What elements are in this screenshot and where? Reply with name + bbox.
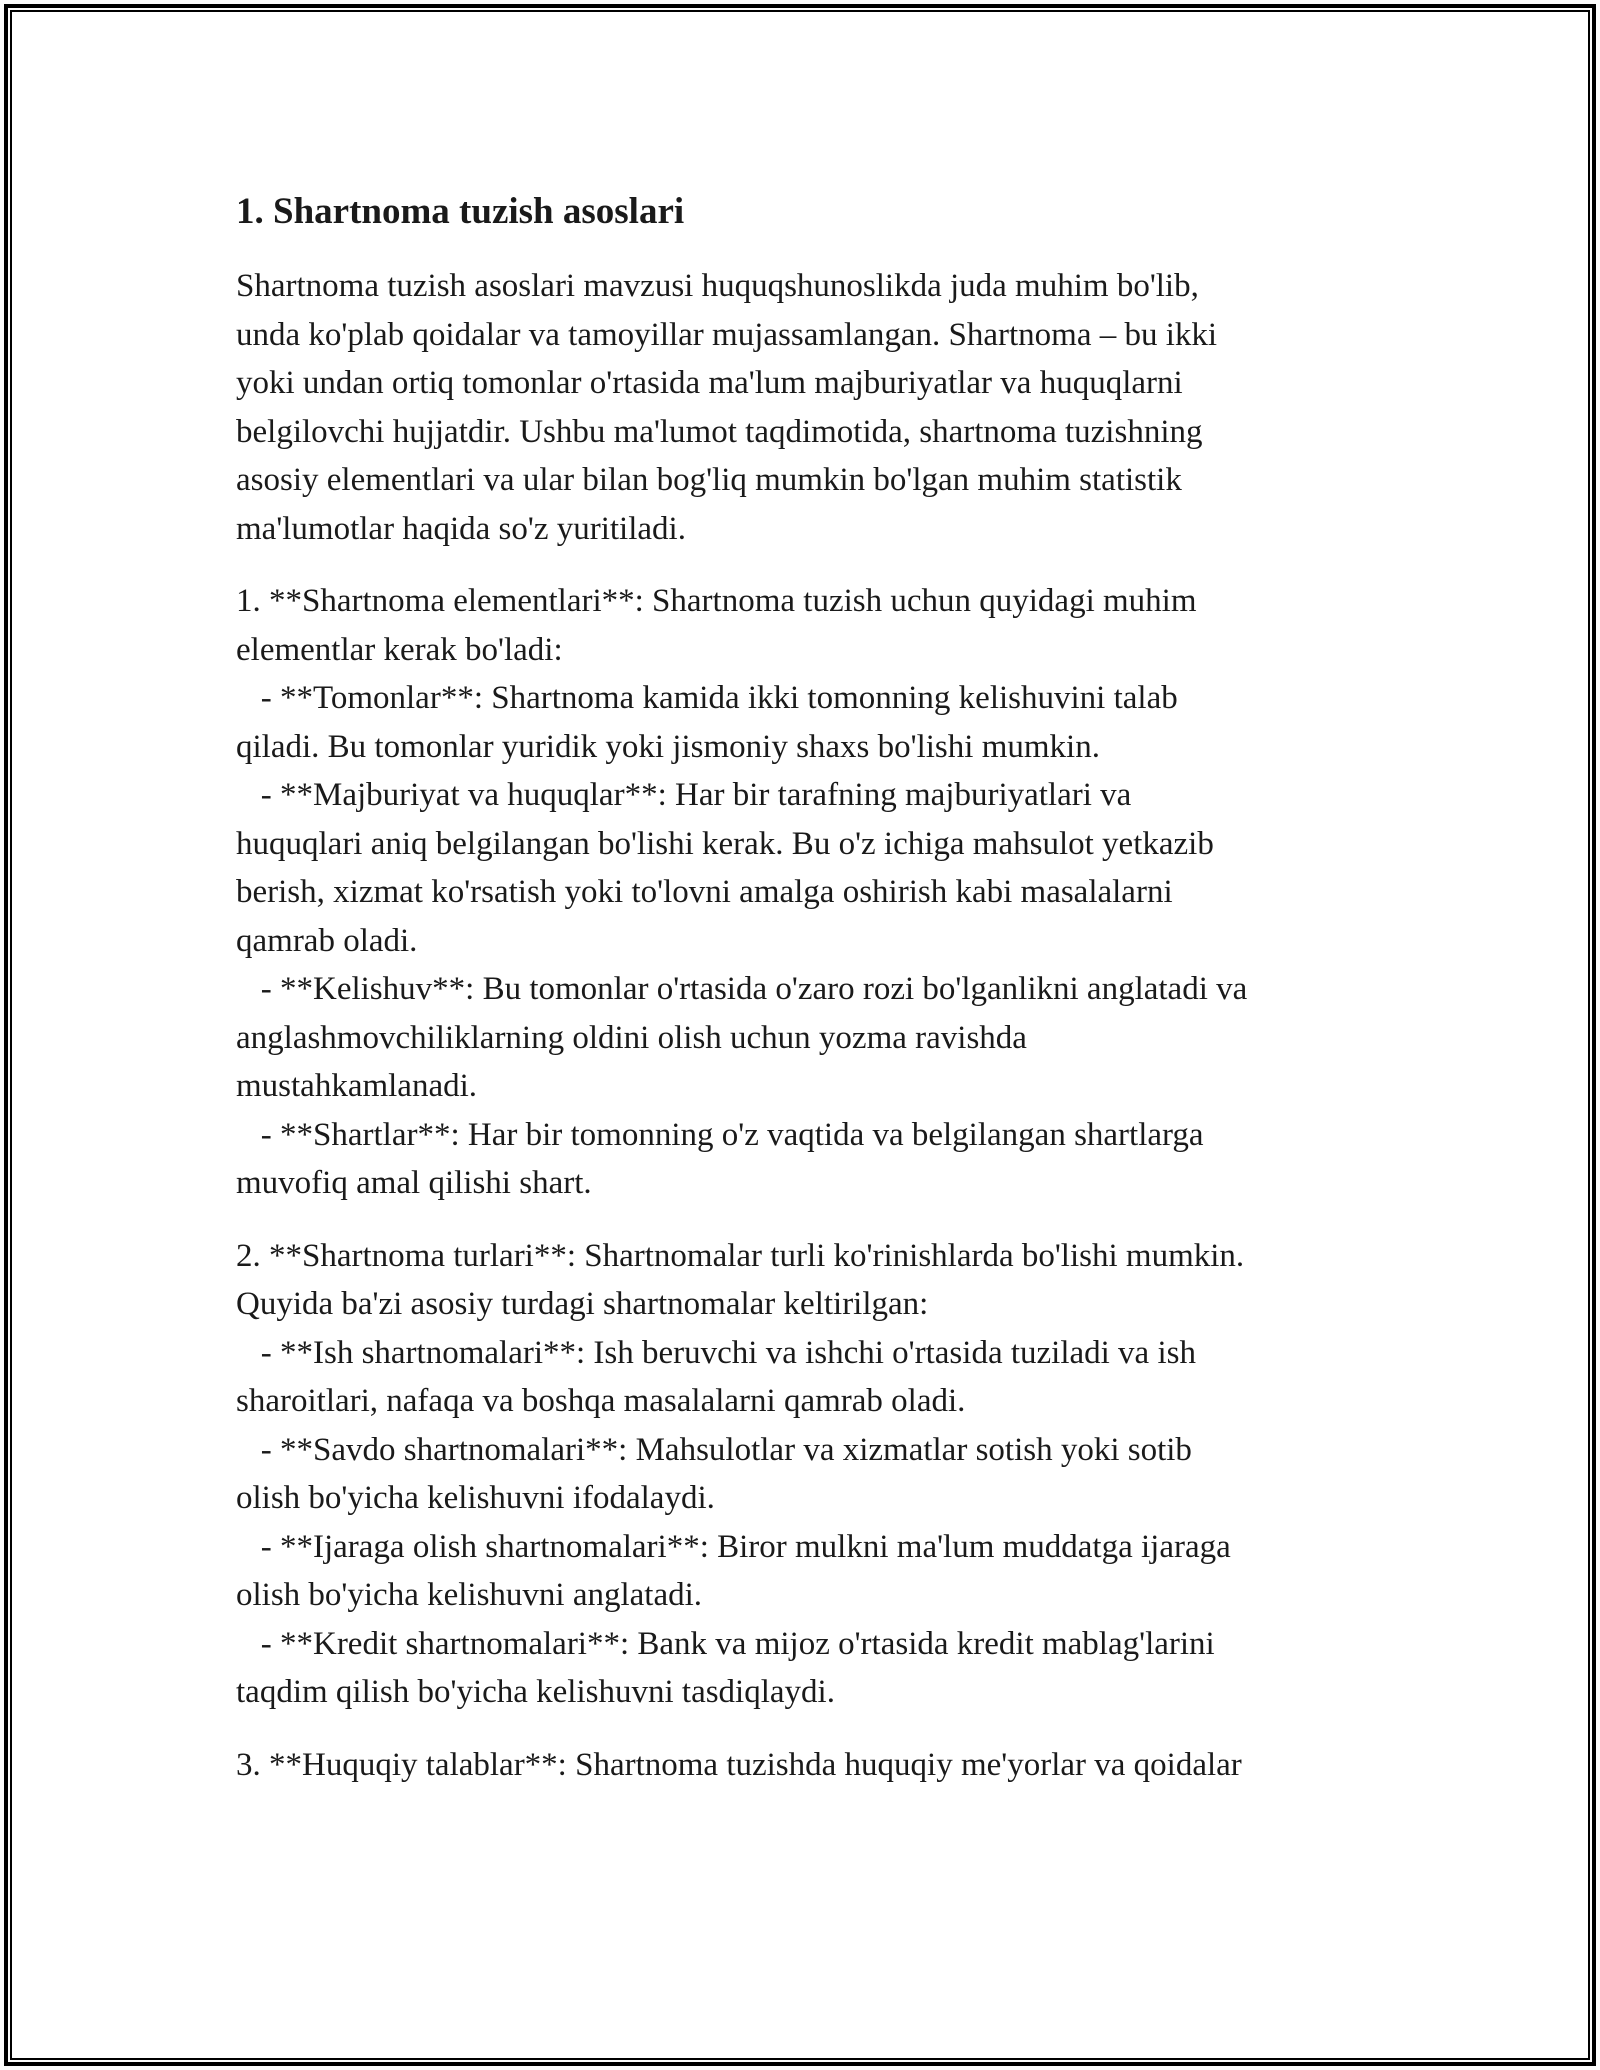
section-elements-paragraph: 1. **Shartnoma elementlari**: Shartnoma tuzish uchun quyidagi muhim elementlar kerak bo'ladi: - **Tomonlar**: Shartnoma kamida ikki tomonning kelishuvini talab qiladi. Bu tomonlar yuridik yoki jismoniy shaxs bo'lishi mumkin. - **Majburiyat va huquqlar**: Har bir tarafning majburiyatlari va huquqlari aniq belgilangan bo'lishi kerak. Bu o'z ichiga mahsulot yetkazib berish, xizmat ko'rsatish yoki to'lovni amalga oshirish kabi masalalarni qamrab oladi. - **Kelishuv**: Bu tomonlar o'rtasida o'zaro rozi bo'lganlikni anglatadi va anglashmovchiliklarning oldini olish uchun yozma ravishda mustahkamlanadi. - **Shartlar**: Har bir tomonning o'z vaqtida va belgilangan shartlarga muvofiq amal qilishi shart. <box>236 583 1248 1201</box>
page-title: 1. Shartnoma tuzish asoslari <box>236 191 685 232</box>
section-types-paragraph: 2. **Shartnoma turlari**: Shartnomalar turli ko'rinishlarda bo'lishi mumkin. Quyida ba'zi asosiy turdagi shartnomalar keltirilgan: - **Ish shartnomalari**: Ish beruvchi va ishchi o'rtasida tuziladi va ish sharoitlari, nafaqa va boshqa masalalarni qamrab oladi. - **Savdo shartnomalari**: Mahsulotlar va xizmatlar sotish yoki sotib olish bo'yicha kelishuvni ifodalaydi. - **Ijaraga olish shartnomalari**: Biror mulkni ma'lum muddatga ijaraga olish bo'yicha kelishuvni anglatadi. - **Kredit shartnomalari**: Bank va mijoz o'rtasida kredit mablag'larini taqdim qilish bo'yicha kelishuvni tasdiqlaydi. <box>236 1237 1245 1710</box>
intro-paragraph: Shartnoma tuzish asoslari mavzusi huquqshunoslikda juda muhim bo'lib, unda ko'plab qoidalar va tamoyillar mujassamlangan. Shartnoma – bu ikki yoki undan ortiq tomonlar o'rtasida ma'lum majburiyatlar va huquqlarni belgilovchi hujjatdir. Ushbu ma'lumot taqdimotida, shartnoma tuzishning asosiy elementlari va ular bilan bog'liq mumkin bo'lgan muhim statistik ma'lumotlar haqida so'z yuritiladi. <box>236 268 1218 547</box>
section-legal-paragraph: 3. **Huquqiy talablar**: Shartnoma tuzishda huquqiy me'yorlar va qoidalar <box>236 1746 1242 1783</box>
document-body <box>236 186 1386 1789</box>
